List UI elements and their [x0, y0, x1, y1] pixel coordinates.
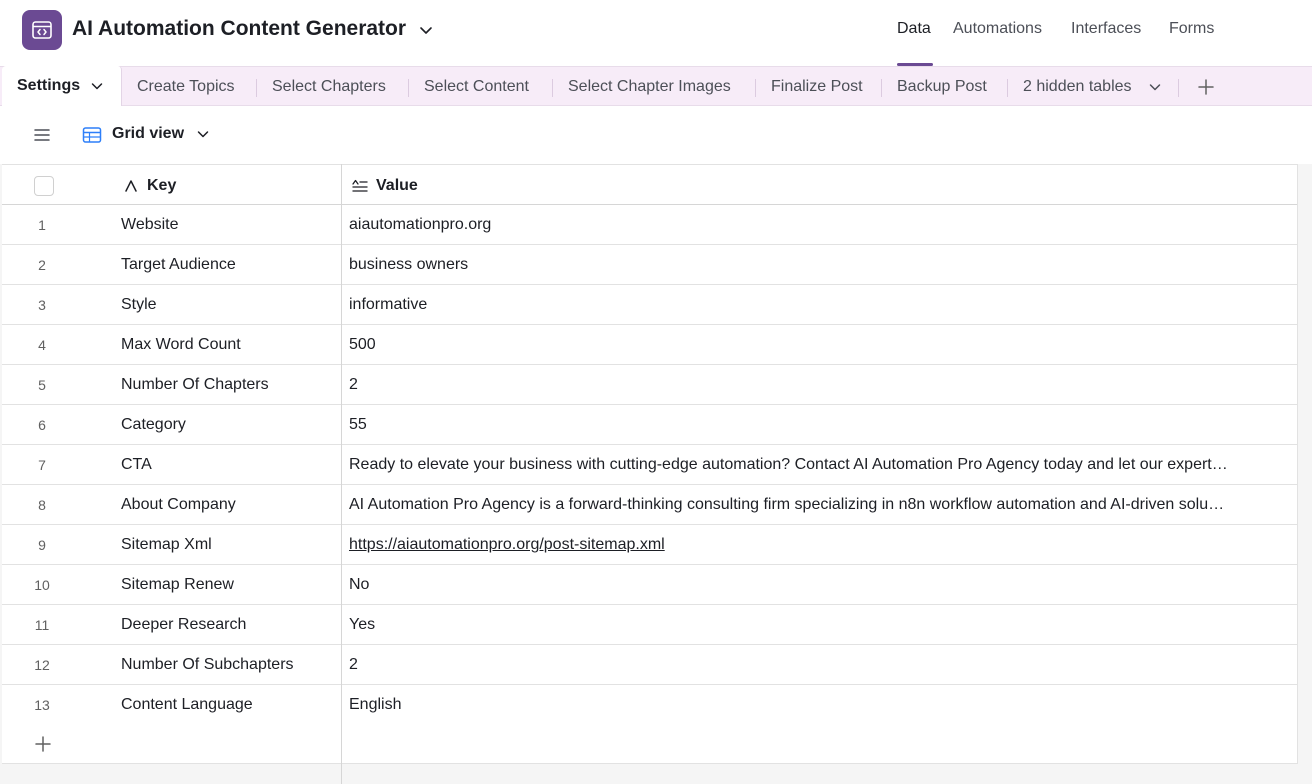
tab-divider: [552, 79, 553, 97]
row-number: 13: [34, 697, 50, 713]
row-number: 3: [38, 297, 46, 313]
key-cell[interactable]: Number Of Chapters: [121, 376, 269, 393]
row-number: 9: [38, 537, 46, 553]
table-row[interactable]: [2, 525, 1298, 565]
row-number: 7: [38, 457, 46, 473]
value-cell[interactable]: English: [349, 696, 402, 713]
chevron-down-icon[interactable]: [418, 22, 434, 38]
primary-field-icon: [124, 179, 138, 193]
table-row[interactable]: [2, 565, 1298, 605]
chevron-down-icon[interactable]: [90, 79, 104, 93]
table-tab-select-content[interactable]: Select Content: [424, 78, 529, 95]
tab-divider: [1178, 79, 1179, 97]
app-header: [0, 0, 1312, 66]
column-divider[interactable]: [341, 164, 342, 784]
table-tab-create-topics[interactable]: Create Topics: [137, 78, 235, 95]
table-row[interactable]: [2, 645, 1298, 685]
table-tab-finalize-post[interactable]: Finalize Post: [771, 78, 863, 95]
value-cell[interactable]: AI Automation Pro Agency is a forward-thinking consulting firm specializing in n8n workflow automation and AI-driven solu…: [349, 496, 1225, 513]
hidden-tables-menu[interactable]: 2 hidden tables: [1023, 78, 1132, 95]
value-cell[interactable]: Ready to elevate your business with cutting-edge automation? Contact AI Automation Pro Agency today and let our expert…: [349, 456, 1228, 473]
chevron-down-icon[interactable]: [1148, 80, 1162, 94]
table-row[interactable]: [2, 285, 1298, 325]
nav-tab-automations[interactable]: Automations: [953, 20, 1042, 37]
key-cell[interactable]: Sitemap Xml: [121, 536, 212, 553]
value-cell[interactable]: informative: [349, 296, 428, 313]
table-tab-select-chapter-images[interactable]: Select Chapter Images: [568, 78, 731, 95]
table-row[interactable]: [2, 485, 1298, 525]
table-tab-select-chapters[interactable]: Select Chapters: [272, 78, 386, 95]
view-bar: [0, 106, 1312, 164]
grid-view-icon: [82, 126, 102, 144]
key-cell[interactable]: Deeper Research: [121, 616, 247, 633]
value-cell[interactable]: 2: [349, 656, 358, 673]
add-record-row[interactable]: [2, 724, 1298, 764]
chevron-down-icon[interactable]: [196, 127, 210, 141]
tables-bar: [0, 66, 1312, 106]
code-window-icon[interactable]: [22, 10, 62, 50]
column-header-value[interactable]: Value: [376, 177, 418, 194]
key-cell[interactable]: CTA: [121, 456, 152, 473]
value-cell[interactable]: 2: [349, 376, 358, 393]
tab-divider: [1007, 79, 1008, 97]
table-row[interactable]: [2, 365, 1298, 405]
table-row[interactable]: [2, 245, 1298, 285]
sitemap-link[interactable]: https://aiautomationpro.org/post-sitemap.xml: [349, 536, 665, 553]
column-header-key[interactable]: Key: [147, 177, 177, 194]
row-number: 2: [38, 257, 46, 273]
grid-right-edge: [1297, 164, 1298, 764]
select-all-checkbox[interactable]: [34, 176, 54, 196]
app-title[interactable]: AI Automation Content Generator: [72, 17, 407, 40]
key-cell[interactable]: Website: [121, 216, 179, 233]
tab-divider: [408, 79, 409, 97]
key-cell[interactable]: Content Language: [121, 696, 253, 713]
long-text-field-icon: [352, 179, 368, 193]
key-cell[interactable]: Number Of Subchapters: [121, 656, 294, 673]
value-cell[interactable]: Yes: [349, 616, 376, 633]
hamburger-menu-icon[interactable]: [32, 126, 52, 144]
table-row[interactable]: [2, 605, 1298, 645]
row-number: 11: [34, 617, 50, 633]
row-number: 5: [38, 377, 46, 393]
row-number: 6: [38, 417, 46, 433]
view-name[interactable]: Grid view: [112, 125, 185, 142]
table-tab-label: Settings: [17, 77, 81, 94]
plus-icon[interactable]: [34, 735, 52, 753]
tab-divider: [755, 79, 756, 97]
data-grid: [0, 164, 1312, 784]
key-cell[interactable]: Target Audience: [121, 256, 236, 273]
key-cell[interactable]: Max Word Count: [121, 336, 241, 353]
nav-tab-interfaces[interactable]: Interfaces: [1071, 20, 1142, 37]
table-tab-backup-post[interactable]: Backup Post: [897, 78, 987, 95]
table-row[interactable]: [2, 405, 1298, 445]
grid-header-row: [2, 164, 1298, 205]
table-row[interactable]: [2, 685, 1298, 725]
plus-icon[interactable]: [1196, 77, 1216, 97]
value-cell[interactable]: 500: [349, 336, 376, 353]
table-row[interactable]: [2, 325, 1298, 365]
key-cell[interactable]: Style: [121, 296, 157, 313]
nav-tab-data[interactable]: Data: [897, 20, 931, 37]
key-cell[interactable]: About Company: [121, 496, 236, 513]
table-row[interactable]: [2, 205, 1298, 245]
value-cell[interactable]: business owners: [349, 256, 469, 273]
value-cell[interactable]: No: [349, 576, 370, 593]
value-cell[interactable]: 55: [349, 416, 367, 433]
tab-divider: [256, 79, 257, 97]
row-number: 10: [34, 577, 50, 593]
nav-tab-forms[interactable]: Forms: [1169, 20, 1215, 37]
row-number: 8: [38, 497, 46, 513]
table-tab-settings[interactable]: [2, 66, 122, 107]
value-cell[interactable]: aiautomationpro.org: [349, 216, 492, 233]
row-number: 1: [38, 217, 46, 233]
tab-divider: [881, 79, 882, 97]
row-number: 12: [34, 657, 50, 673]
key-cell[interactable]: Sitemap Renew: [121, 576, 234, 593]
row-number: 4: [38, 337, 46, 353]
key-cell[interactable]: Category: [121, 416, 186, 433]
table-row[interactable]: [2, 445, 1298, 485]
